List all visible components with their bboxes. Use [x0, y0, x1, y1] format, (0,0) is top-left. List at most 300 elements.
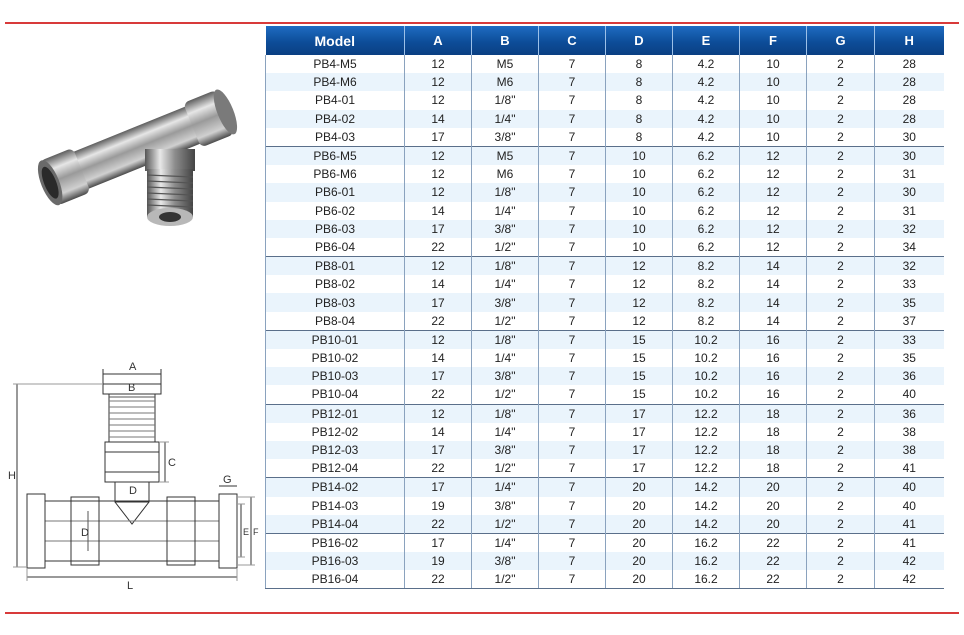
table-row [266, 110, 944, 128]
cell-c: 7 [539, 367, 606, 385]
cell-h: 41 [875, 515, 944, 534]
table-row [266, 385, 944, 404]
cell-f: 12 [740, 146, 807, 165]
product-photo [27, 79, 252, 229]
cell-g: 2 [807, 497, 875, 515]
cell-a: 17 [405, 478, 472, 497]
cell-f: 20 [740, 497, 807, 515]
dimension-drawing [5, 339, 263, 594]
cell-f: 22 [740, 552, 807, 570]
cell-d: 12 [606, 312, 673, 331]
cell-e: 8.2 [673, 293, 740, 311]
cell-h: 36 [875, 367, 944, 385]
cell-model: PB4-M6 [266, 73, 405, 91]
cell-a: 14 [405, 202, 472, 220]
cell-h: 33 [875, 275, 944, 293]
cell-model: PB10-04 [266, 385, 405, 404]
cell-a: 22 [405, 385, 472, 404]
cell-c: 7 [539, 533, 606, 552]
cell-f: 14 [740, 275, 807, 293]
cell-d: 12 [606, 293, 673, 311]
cell-h: 31 [875, 165, 944, 183]
cell-g: 2 [807, 165, 875, 183]
cell-b: 1/2" [472, 459, 539, 478]
table-row [266, 478, 944, 497]
cell-d: 17 [606, 423, 673, 441]
table-row [266, 91, 944, 109]
cell-model: PB12-04 [266, 459, 405, 478]
table-row [266, 423, 944, 441]
cell-g: 2 [807, 183, 875, 201]
table-row [266, 275, 944, 293]
cell-c: 7 [539, 570, 606, 589]
cell-h: 32 [875, 220, 944, 238]
cell-e: 16.2 [673, 552, 740, 570]
cell-h: 42 [875, 552, 944, 570]
cell-a: 12 [405, 73, 472, 91]
table-row [266, 570, 944, 589]
cell-b: 1/4" [472, 533, 539, 552]
cell-e: 6.2 [673, 238, 740, 257]
header-d: D [606, 26, 673, 55]
cell-h: 40 [875, 497, 944, 515]
cell-g: 2 [807, 312, 875, 331]
cell-b: M5 [472, 146, 539, 165]
cell-g: 2 [807, 238, 875, 257]
cell-e: 4.2 [673, 55, 740, 73]
cell-h: 28 [875, 55, 944, 73]
cell-d: 20 [606, 515, 673, 534]
spec-table-body [266, 55, 944, 589]
cell-d: 8 [606, 55, 673, 73]
table-header-row [266, 26, 944, 55]
cell-a: 17 [405, 533, 472, 552]
cell-d: 12 [606, 257, 673, 276]
cell-f: 16 [740, 385, 807, 404]
cell-d: 17 [606, 441, 673, 459]
cell-b: 1/4" [472, 423, 539, 441]
cell-f: 14 [740, 312, 807, 331]
cell-f: 16 [740, 349, 807, 367]
cell-model: PB16-03 [266, 552, 405, 570]
cell-f: 12 [740, 165, 807, 183]
table-row [266, 312, 944, 331]
cell-h: 34 [875, 238, 944, 257]
cell-g: 2 [807, 257, 875, 276]
cell-b: 3/8" [472, 552, 539, 570]
cell-b: M6 [472, 165, 539, 183]
cell-e: 10.2 [673, 367, 740, 385]
cell-e: 4.2 [673, 73, 740, 91]
table-row [266, 202, 944, 220]
cell-b: M6 [472, 73, 539, 91]
cell-h: 37 [875, 312, 944, 331]
cell-h: 35 [875, 349, 944, 367]
cell-h: 38 [875, 441, 944, 459]
cell-f: 10 [740, 91, 807, 109]
cell-c: 7 [539, 497, 606, 515]
cell-e: 6.2 [673, 146, 740, 165]
cell-g: 2 [807, 128, 875, 147]
cell-e: 6.2 [673, 165, 740, 183]
cell-e: 14.2 [673, 497, 740, 515]
cell-d: 15 [606, 367, 673, 385]
cell-h: 28 [875, 91, 944, 109]
header-e: E [673, 26, 740, 55]
cell-a: 12 [405, 165, 472, 183]
cell-model: PB16-02 [266, 533, 405, 552]
table-row [266, 349, 944, 367]
cell-model: PB8-04 [266, 312, 405, 331]
cell-a: 12 [405, 257, 472, 276]
cell-model: PB6-02 [266, 202, 405, 220]
cell-a: 19 [405, 497, 472, 515]
cell-c: 7 [539, 183, 606, 201]
cell-b: 3/8" [472, 128, 539, 147]
cell-f: 18 [740, 423, 807, 441]
cell-c: 7 [539, 202, 606, 220]
cell-c: 7 [539, 478, 606, 497]
cell-model: PB6-03 [266, 220, 405, 238]
table-row [266, 404, 944, 423]
cell-e: 12.2 [673, 459, 740, 478]
cell-model: PB10-03 [266, 367, 405, 385]
cell-a: 14 [405, 349, 472, 367]
cell-a: 22 [405, 459, 472, 478]
cell-model: PB4-02 [266, 110, 405, 128]
cell-d: 15 [606, 385, 673, 404]
table-row [266, 238, 944, 257]
cell-b: 1/2" [472, 570, 539, 589]
cell-d: 20 [606, 497, 673, 515]
cell-g: 2 [807, 385, 875, 404]
cell-c: 7 [539, 515, 606, 534]
table-row [266, 441, 944, 459]
cell-h: 41 [875, 533, 944, 552]
cell-e: 16.2 [673, 570, 740, 589]
cell-d: 20 [606, 552, 673, 570]
header-g: G [807, 26, 875, 55]
cell-a: 12 [405, 330, 472, 349]
cell-d: 10 [606, 202, 673, 220]
label-e: E [243, 527, 250, 537]
cell-c: 7 [539, 220, 606, 238]
cell-h: 30 [875, 146, 944, 165]
table-row [266, 515, 944, 534]
cell-c: 7 [539, 349, 606, 367]
cell-b: 3/8" [472, 441, 539, 459]
cell-g: 2 [807, 367, 875, 385]
cell-c: 7 [539, 73, 606, 91]
cell-c: 7 [539, 165, 606, 183]
cell-g: 2 [807, 552, 875, 570]
cell-g: 2 [807, 73, 875, 91]
label-a: A [129, 361, 137, 373]
label-h: H [8, 470, 16, 482]
cell-b: 1/8" [472, 330, 539, 349]
cell-b: 1/4" [472, 349, 539, 367]
cell-e: 8.2 [673, 275, 740, 293]
label-f: F [253, 527, 259, 537]
cell-f: 22 [740, 533, 807, 552]
cell-model: PB6-01 [266, 183, 405, 201]
table-row [266, 459, 944, 478]
cell-g: 2 [807, 515, 875, 534]
cell-model: PB16-04 [266, 570, 405, 589]
cell-g: 2 [807, 110, 875, 128]
cell-c: 7 [539, 330, 606, 349]
cell-d: 10 [606, 238, 673, 257]
cell-d: 8 [606, 128, 673, 147]
cell-e: 6.2 [673, 220, 740, 238]
cell-g: 2 [807, 404, 875, 423]
cell-a: 17 [405, 293, 472, 311]
cell-model: PB6-M5 [266, 146, 405, 165]
cell-f: 14 [740, 257, 807, 276]
cell-b: 3/8" [472, 497, 539, 515]
cell-model: PB8-03 [266, 293, 405, 311]
cell-h: 32 [875, 257, 944, 276]
label-d-top: D [129, 485, 137, 497]
cell-c: 7 [539, 459, 606, 478]
cell-h: 28 [875, 110, 944, 128]
cell-b: 1/4" [472, 275, 539, 293]
cell-model: PB4-M5 [266, 55, 405, 73]
cell-e: 8.2 [673, 257, 740, 276]
header-b: B [472, 26, 539, 55]
cell-f: 18 [740, 441, 807, 459]
cell-model: PB12-03 [266, 441, 405, 459]
cell-a: 14 [405, 110, 472, 128]
left-panel [5, 24, 263, 612]
cell-h: 31 [875, 202, 944, 220]
cell-b: 1/4" [472, 110, 539, 128]
cell-g: 2 [807, 330, 875, 349]
cell-h: 33 [875, 330, 944, 349]
header-a: A [405, 26, 472, 55]
cell-g: 2 [807, 570, 875, 589]
cell-b: 3/8" [472, 293, 539, 311]
cell-model: PB12-02 [266, 423, 405, 441]
cell-g: 2 [807, 55, 875, 73]
cell-f: 14 [740, 293, 807, 311]
table-row [266, 330, 944, 349]
cell-c: 7 [539, 385, 606, 404]
label-c: C [168, 457, 176, 469]
cell-c: 7 [539, 91, 606, 109]
cell-g: 2 [807, 459, 875, 478]
cell-d: 10 [606, 165, 673, 183]
cell-h: 41 [875, 459, 944, 478]
cell-c: 7 [539, 55, 606, 73]
cell-a: 17 [405, 128, 472, 147]
cell-g: 2 [807, 202, 875, 220]
cell-d: 15 [606, 330, 673, 349]
cell-c: 7 [539, 312, 606, 331]
cell-g: 2 [807, 423, 875, 441]
cell-model: PB4-01 [266, 91, 405, 109]
cell-d: 15 [606, 349, 673, 367]
cell-f: 18 [740, 459, 807, 478]
cell-b: 1/8" [472, 257, 539, 276]
table-row [266, 220, 944, 238]
cell-a: 22 [405, 238, 472, 257]
header-h: H [875, 26, 944, 55]
cell-a: 12 [405, 183, 472, 201]
cell-d: 17 [606, 459, 673, 478]
cell-c: 7 [539, 238, 606, 257]
cell-f: 18 [740, 404, 807, 423]
spec-table [265, 26, 944, 589]
cell-b: 1/8" [472, 183, 539, 201]
table-row [266, 367, 944, 385]
cell-f: 12 [740, 183, 807, 201]
cell-h: 42 [875, 570, 944, 589]
table-row [266, 533, 944, 552]
cell-f: 20 [740, 515, 807, 534]
cell-g: 2 [807, 349, 875, 367]
cell-c: 7 [539, 293, 606, 311]
cell-b: M5 [472, 55, 539, 73]
table-row [266, 165, 944, 183]
cell-f: 12 [740, 220, 807, 238]
cell-g: 2 [807, 220, 875, 238]
cell-f: 10 [740, 55, 807, 73]
header-f: F [740, 26, 807, 55]
cell-model: PB12-01 [266, 404, 405, 423]
cell-e: 12.2 [673, 423, 740, 441]
cell-model: PB10-02 [266, 349, 405, 367]
cell-b: 1/8" [472, 91, 539, 109]
cell-b: 1/8" [472, 404, 539, 423]
cell-d: 10 [606, 183, 673, 201]
cell-b: 1/2" [472, 312, 539, 331]
cell-b: 1/2" [472, 385, 539, 404]
cell-b: 3/8" [472, 220, 539, 238]
cell-g: 2 [807, 533, 875, 552]
cell-c: 7 [539, 552, 606, 570]
cell-d: 8 [606, 73, 673, 91]
cell-c: 7 [539, 128, 606, 147]
label-g: G [223, 474, 232, 486]
cell-a: 12 [405, 55, 472, 73]
cell-a: 17 [405, 441, 472, 459]
cell-e: 4.2 [673, 110, 740, 128]
cell-e: 4.2 [673, 128, 740, 147]
label-b: B [128, 382, 136, 394]
cell-g: 2 [807, 275, 875, 293]
cell-a: 22 [405, 570, 472, 589]
header-c: C [539, 26, 606, 55]
cell-f: 12 [740, 238, 807, 257]
cell-d: 17 [606, 404, 673, 423]
cell-c: 7 [539, 404, 606, 423]
cell-h: 40 [875, 385, 944, 404]
cell-e: 14.2 [673, 515, 740, 534]
cell-e: 10.2 [673, 349, 740, 367]
cell-h: 38 [875, 423, 944, 441]
cell-model: PB6-04 [266, 238, 405, 257]
cell-g: 2 [807, 293, 875, 311]
cell-a: 12 [405, 404, 472, 423]
cell-d: 12 [606, 275, 673, 293]
cell-c: 7 [539, 423, 606, 441]
cell-a: 12 [405, 146, 472, 165]
cell-h: 30 [875, 128, 944, 147]
table-row [266, 146, 944, 165]
table-row [266, 293, 944, 311]
label-l: L [127, 580, 134, 592]
cell-f: 12 [740, 202, 807, 220]
header-model: Model [266, 26, 405, 55]
cell-a: 17 [405, 220, 472, 238]
cell-f: 20 [740, 478, 807, 497]
cell-a: 14 [405, 423, 472, 441]
cell-d: 20 [606, 533, 673, 552]
cell-f: 10 [740, 73, 807, 91]
cell-a: 22 [405, 312, 472, 331]
cell-e: 6.2 [673, 202, 740, 220]
table-row [266, 257, 944, 276]
cell-d: 10 [606, 220, 673, 238]
cell-model: PB14-02 [266, 478, 405, 497]
cell-c: 7 [539, 441, 606, 459]
cell-model: PB14-04 [266, 515, 405, 534]
cell-g: 2 [807, 478, 875, 497]
cell-a: 14 [405, 275, 472, 293]
cell-b: 1/2" [472, 238, 539, 257]
cell-g: 2 [807, 441, 875, 459]
table-row [266, 552, 944, 570]
cell-g: 2 [807, 91, 875, 109]
bottom-rule [5, 612, 959, 614]
cell-d: 20 [606, 478, 673, 497]
cell-e: 16.2 [673, 533, 740, 552]
cell-a: 12 [405, 91, 472, 109]
cell-a: 22 [405, 515, 472, 534]
cell-e: 4.2 [673, 91, 740, 109]
cell-model: PB6-M6 [266, 165, 405, 183]
cell-model: PB4-03 [266, 128, 405, 147]
cell-e: 10.2 [673, 330, 740, 349]
cell-d: 8 [606, 110, 673, 128]
cell-a: 19 [405, 552, 472, 570]
cell-d: 8 [606, 91, 673, 109]
cell-b: 1/4" [472, 478, 539, 497]
table-row [266, 183, 944, 201]
cell-d: 20 [606, 570, 673, 589]
cell-a: 17 [405, 367, 472, 385]
cell-model: PB8-02 [266, 275, 405, 293]
cell-c: 7 [539, 275, 606, 293]
table-row [266, 55, 944, 73]
cell-e: 12.2 [673, 404, 740, 423]
cell-model: PB8-01 [266, 257, 405, 276]
table-row [266, 128, 944, 147]
table-row [266, 73, 944, 91]
cell-e: 10.2 [673, 385, 740, 404]
cell-model: PB10-01 [266, 330, 405, 349]
table-row [266, 497, 944, 515]
cell-e: 12.2 [673, 441, 740, 459]
cell-f: 16 [740, 330, 807, 349]
cell-c: 7 [539, 146, 606, 165]
cell-f: 10 [740, 110, 807, 128]
cell-h: 40 [875, 478, 944, 497]
cell-b: 3/8" [472, 367, 539, 385]
cell-d: 10 [606, 146, 673, 165]
cell-g: 2 [807, 146, 875, 165]
